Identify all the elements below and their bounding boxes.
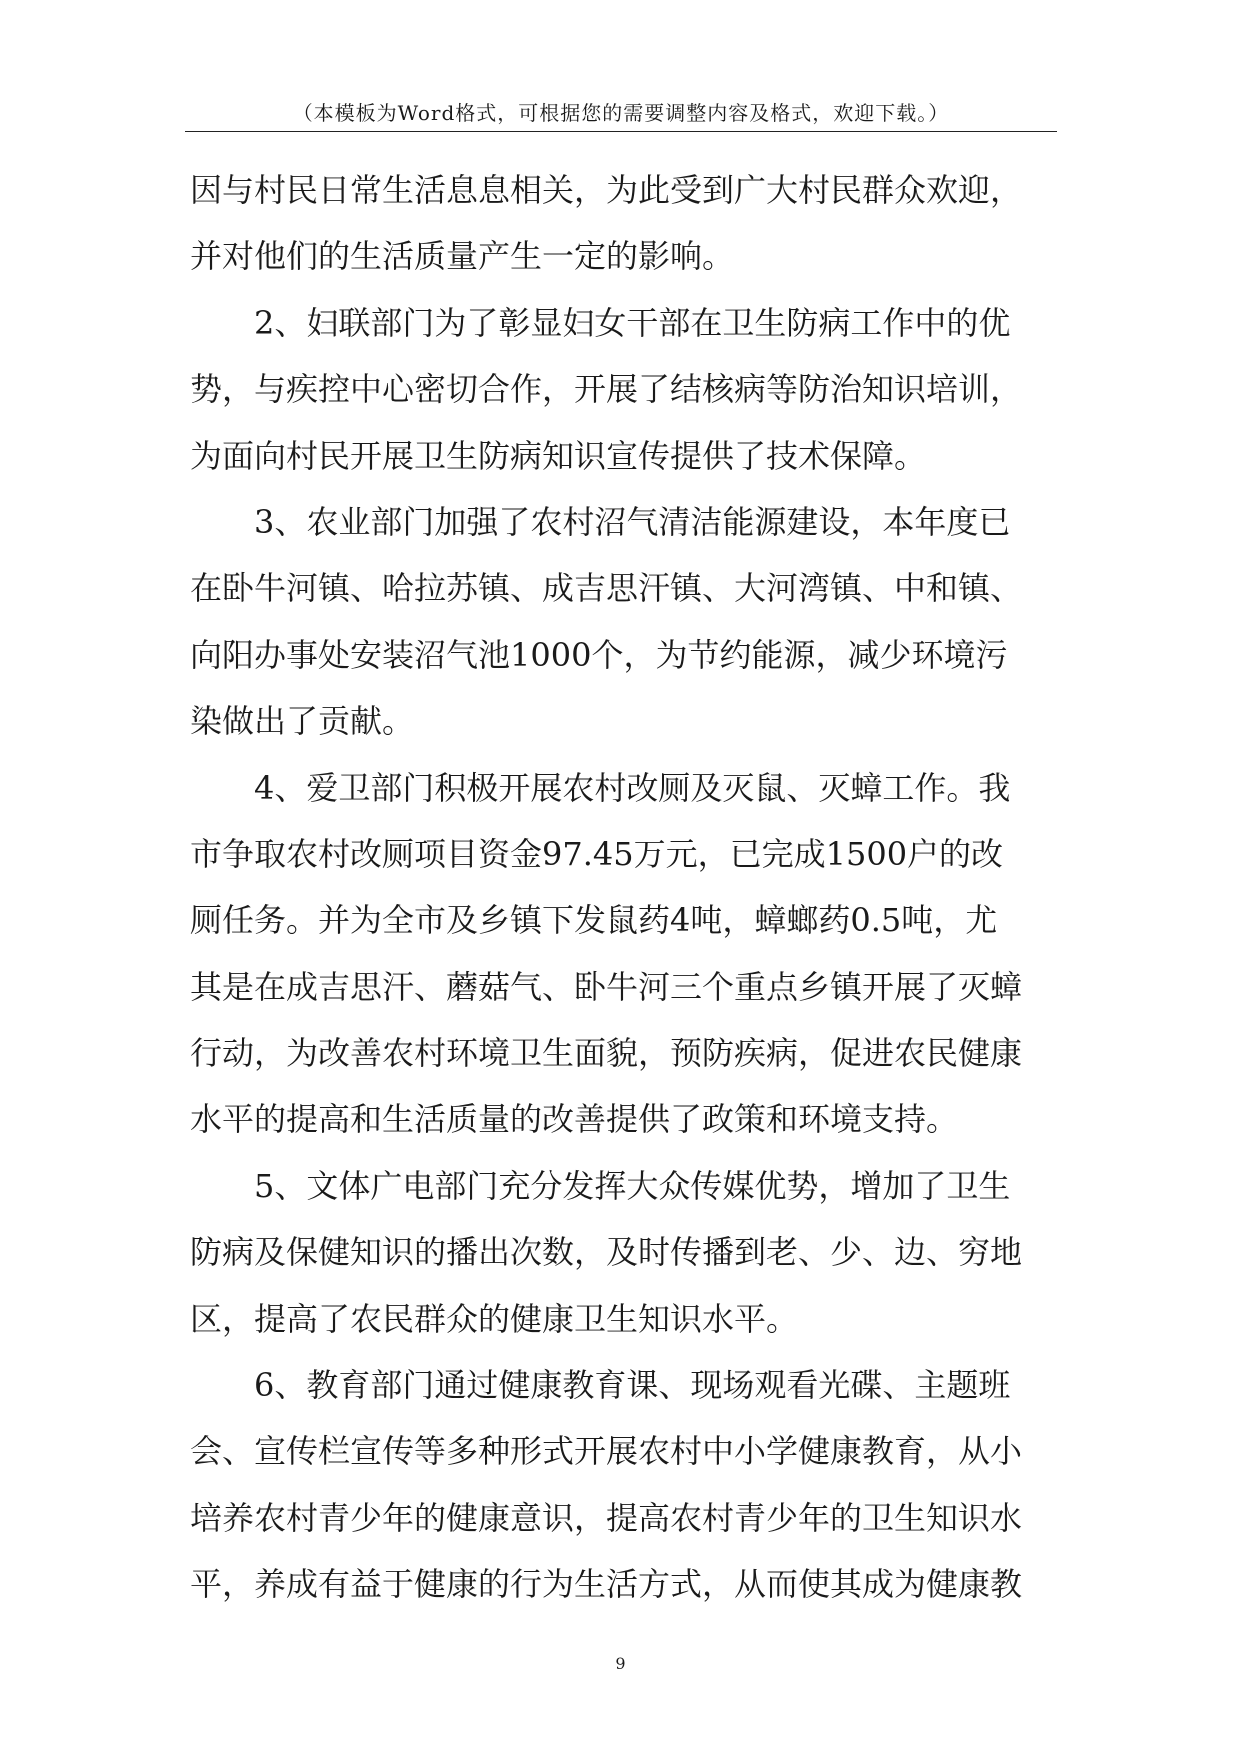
paragraph-line: 势，与疾控中心密切合作，开展了结核病等防治知识培训， [190,370,1023,409]
paragraph [190,1153,1057,1352]
paragraph-line: 防病及保健知识的播出次数，及时传播到老、少、边、穷地 [190,1233,1023,1272]
document-body [190,157,1057,1618]
paragraph-line: 行动，为改善农村环境卫生面貌，预防疾病，促进农民健康 [190,1034,1023,1073]
page-number: 9 [615,1654,626,1673]
paragraph-line: 6、教育部门通过健康教育课、现场观看光碟、主题班 [254,1366,1011,1405]
header-rule [185,131,1057,132]
paragraph-line: 平，养成有益于健康的行为生活方式，从而使其成为健康教 [190,1565,1023,1604]
paragraph-line: 3、农业部门加强了农村沼气清洁能源建设，本年度已 [254,502,1011,541]
paragraph-line: 培养农村青少年的健康意识，提高农村青少年的卫生知识水 [190,1498,1023,1537]
paragraph [190,1352,1057,1618]
paragraph [190,489,1057,755]
paragraph-line: 因与村民日常生活息息相关，为此受到广大村民群众欢迎， [190,171,1023,209]
paragraph-line: 其是在成吉思汗、蘑菇气、卧牛河三个重点乡镇开展了灭蟑 [190,967,1023,1006]
paragraph-line: 市争取农村改厕项目资金97.45万元，已完成1500户的改 [190,834,1004,873]
paragraph-line: 水平的提高和生活质量的改善提供了政策和环境支持。 [190,1100,959,1139]
paragraph-line: 会、宣传栏宣传等多种形式开展农村中小学健康教育，从小 [190,1432,1023,1471]
paragraph-line: 并对他们的生活质量产生一定的影响。 [190,237,735,276]
template-note-header: （本模板为Word格式，可根据您的需要调整内容及格式，欢迎下载。） [292,101,950,125]
paragraph-line: 2、妇联部门为了彰显妇女干部在卫生防病工作中的优 [254,303,1011,342]
paragraph-line: 在卧牛河镇、哈拉苏镇、成吉思汗镇、大河湾镇、中和镇、 [190,569,1023,608]
paragraph-line: 为面向村民开展卫生防病知识宣传提供了技术保障。 [190,436,927,475]
paragraph-line: 向阳办事处安装沼气池1000个，为节约能源，减少环境污 [190,635,1008,674]
paragraph-line: 4、爱卫部门积极开展农村改厕及灭鼠、灭蟑工作。我 [254,768,1011,807]
paragraph-line: 厕任务。并为全市及乡镇下发鼠药4吨，蟑螂药0.5吨，尤 [190,901,998,940]
paragraph-line: 染做出了贡献。 [190,702,415,741]
paragraph-line: 区，提高了农民群众的健康卫生知识水平。 [190,1299,799,1338]
paragraph-line: 5、文体广电部门充分发挥大众传媒优势，增加了卫生 [254,1166,1011,1205]
paragraph [190,290,1057,489]
paragraph [190,755,1057,1153]
paragraph [190,157,1057,290]
